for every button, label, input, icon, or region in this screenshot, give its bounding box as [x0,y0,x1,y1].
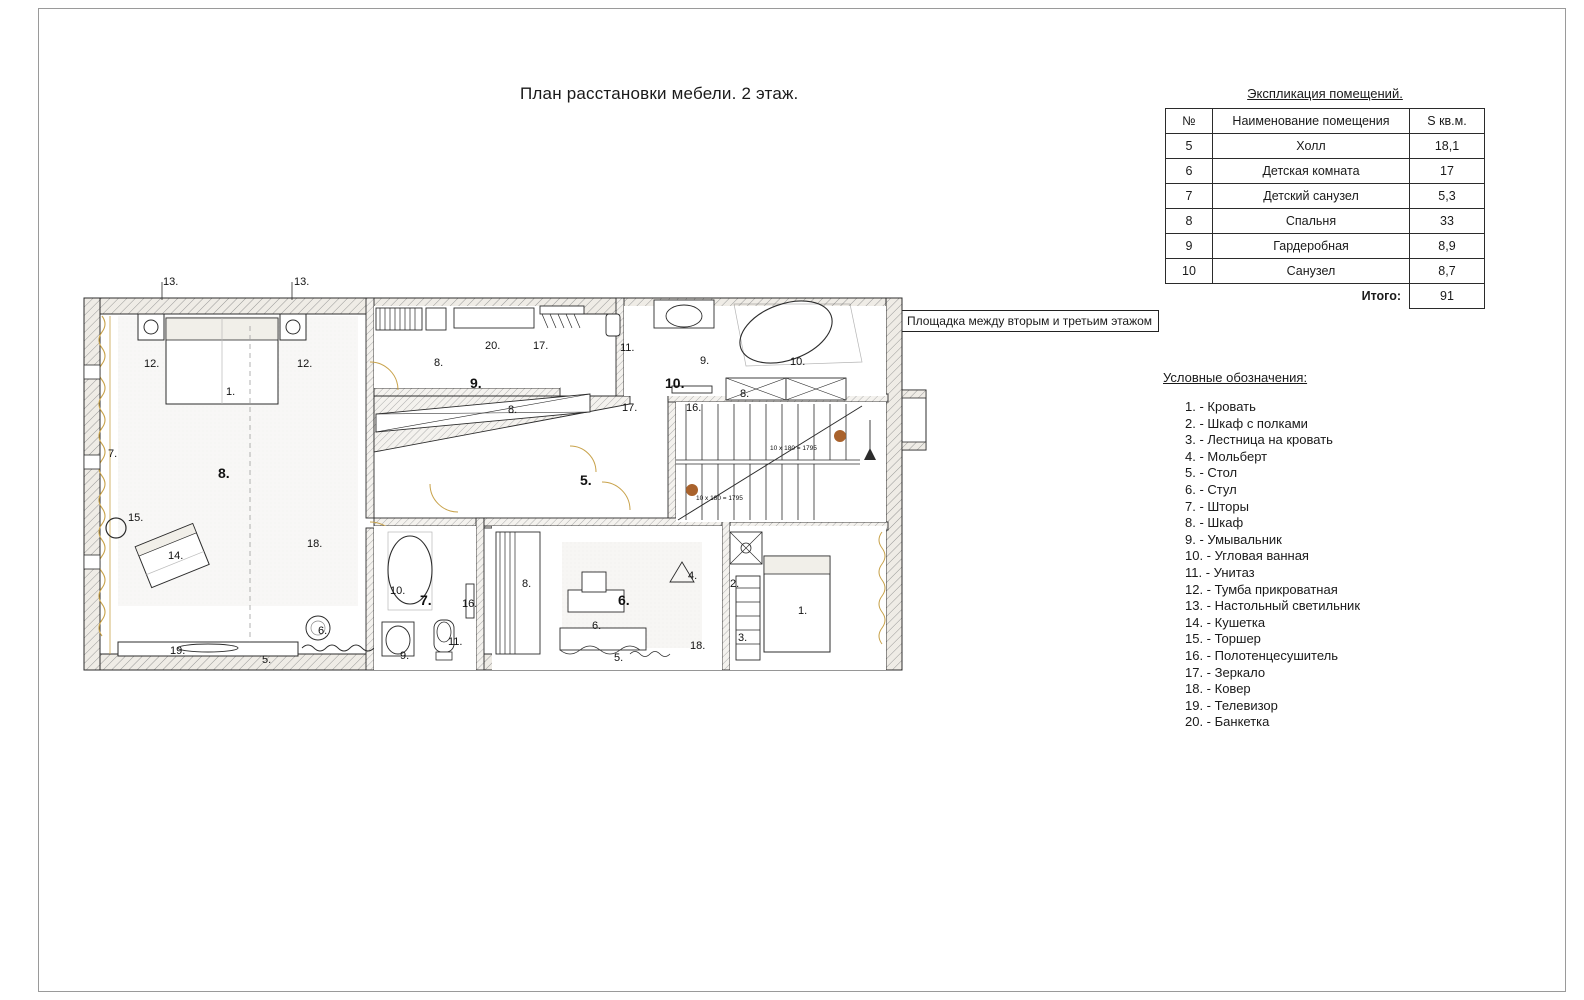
total-label: Итого: [1361,289,1401,304]
explication-table [1165,108,1485,309]
list-item: 12. - Тумба прикроватная [1185,581,1338,597]
cell-number: 10 [1166,259,1213,284]
list-item: 19. - Телевизор [1185,697,1278,713]
legend-block [1163,370,1493,731]
table-row [1166,259,1485,284]
table-header-row [1166,109,1485,134]
cell-area: 17 [1410,159,1485,184]
plan-item-label: 11. [620,342,635,354]
list-item: 20. - Банкетка [1185,714,1270,730]
table-row [1166,209,1485,234]
column-header-name: Наименование помещения [1213,109,1410,134]
list-item: 7. - Шторы [1185,498,1249,514]
room-label-7: 7. [420,592,432,608]
plan-item-label: 5. [614,652,624,664]
plan-item-label: 17. [622,402,638,414]
room-label-9: 9. [470,375,482,391]
total-value: 91 [1410,284,1485,309]
plan-item-label: 8. [434,357,444,369]
plan-item-label: 6. [592,620,602,632]
plan-item-label: 9. [400,650,410,662]
plan-item-label: 1. [226,386,236,398]
list-item: 6. - Стул [1185,481,1237,497]
list-item: 9. - Умывальник [1185,531,1282,547]
plan-item-label: 7. [108,448,118,460]
plan-item-label: 19. [170,645,186,657]
cell-name: Холл [1213,134,1410,159]
plan-item-label: 12. [297,358,313,370]
list-item: 14. - Кушетка [1185,614,1266,630]
room-label-6: 6. [618,592,630,608]
list-item: 8. - Шкаф [1185,515,1244,531]
plan-item-label: 15. [128,512,144,524]
cell-area: 5,3 [1410,184,1485,209]
svg-text:10 x 180 = 1795: 10 x 180 = 1795 [770,445,817,452]
svg-text:10 x 180 = 1795: 10 x 180 = 1795 [696,495,743,502]
legend-list [1163,399,1493,731]
table-total-row [1166,284,1485,309]
explication-block [1165,86,1485,309]
list-item: 18. - Ковер [1185,681,1251,697]
plan-item-label: 4. [688,570,698,582]
table-row [1166,134,1485,159]
legend-title: Условные обозначения: [1163,370,1308,385]
list-item: 10. - Угловая ванная [1185,548,1309,564]
plan-item-label: 12. [144,358,160,370]
cell-number: 7 [1166,184,1213,209]
plan-item-label: 1. [798,605,808,617]
cell-name: Гардеробная [1213,234,1410,259]
plan-item-label: 18. [690,640,706,652]
table-row [1166,234,1485,259]
plan-item-label: 13. [163,276,179,288]
page-title: План расстановки мебели. 2 этаж. [520,84,799,103]
plan-item-label: 14. [168,550,184,562]
cell-name: Спальня [1213,209,1410,234]
plan-item-label: 10. [390,585,406,597]
plan-item-label: 9. [700,355,710,367]
table-row [1166,159,1485,184]
plan-item-label: 20. [485,340,501,352]
plan-item-label: 5. [262,654,272,666]
list-item: 4. - Мольберт [1185,448,1268,464]
plan-item-label: 3. [738,632,748,644]
list-item: 17. - Зеркало [1185,664,1266,680]
cell-area: 33 [1410,209,1485,234]
table-row [1166,184,1485,209]
plan-item-label: 2. [730,578,740,590]
column-header-area: S кв.м. [1410,109,1485,134]
list-item: 2. - Шкаф с полками [1185,415,1308,431]
list-item: 16. - Полотенцесушитель [1185,647,1338,663]
cell-number: 5 [1166,134,1213,159]
list-item: 5. - Стол [1185,465,1238,481]
cell-area: 8,9 [1410,234,1485,259]
plan-item-label: 8. [508,404,518,416]
explication-title: Экспликация помещений. [1247,86,1403,101]
room-label-10: 10. [665,375,685,391]
plan-item-label: 10. [790,356,806,368]
room-label-8: 8. [218,465,230,481]
plan-item-label: 18. [307,538,323,550]
cell-number: 9 [1166,234,1213,259]
list-item: 13. - Настольный светильник [1185,598,1361,614]
callout-stairs-platform: Площадка между вторым и третьим этажом [900,310,1159,332]
list-item: 11. - Унитаз [1185,564,1255,580]
cell-number: 6 [1166,159,1213,184]
cell-area: 8,7 [1410,259,1485,284]
column-header-number: № [1166,109,1213,134]
plan-item-label: 11. [448,636,463,648]
cell-name: Детский санузел [1213,184,1410,209]
plan-item-label: 8. [740,388,750,400]
floor-plan-drawing [70,270,930,700]
cell-area: 18,1 [1410,134,1485,159]
plan-item-label: 16. [462,598,478,610]
plan-item-label: 6. [318,625,328,637]
list-item: 15. - Торшер [1185,631,1261,647]
plan-item-label: 8. [522,578,532,590]
cell-name: Санузел [1213,259,1410,284]
cell-name: Детская комната [1213,159,1410,184]
room-label-5: 5. [580,472,592,488]
plan-item-label: 16. [686,402,702,414]
list-item: 3. - Лестница на кровать [1185,432,1333,448]
plan-item-label: 13. [294,276,310,288]
plan-item-label: 17. [533,340,549,352]
list-item: 1. - Кровать [1185,399,1256,414]
cell-number: 8 [1166,209,1213,234]
